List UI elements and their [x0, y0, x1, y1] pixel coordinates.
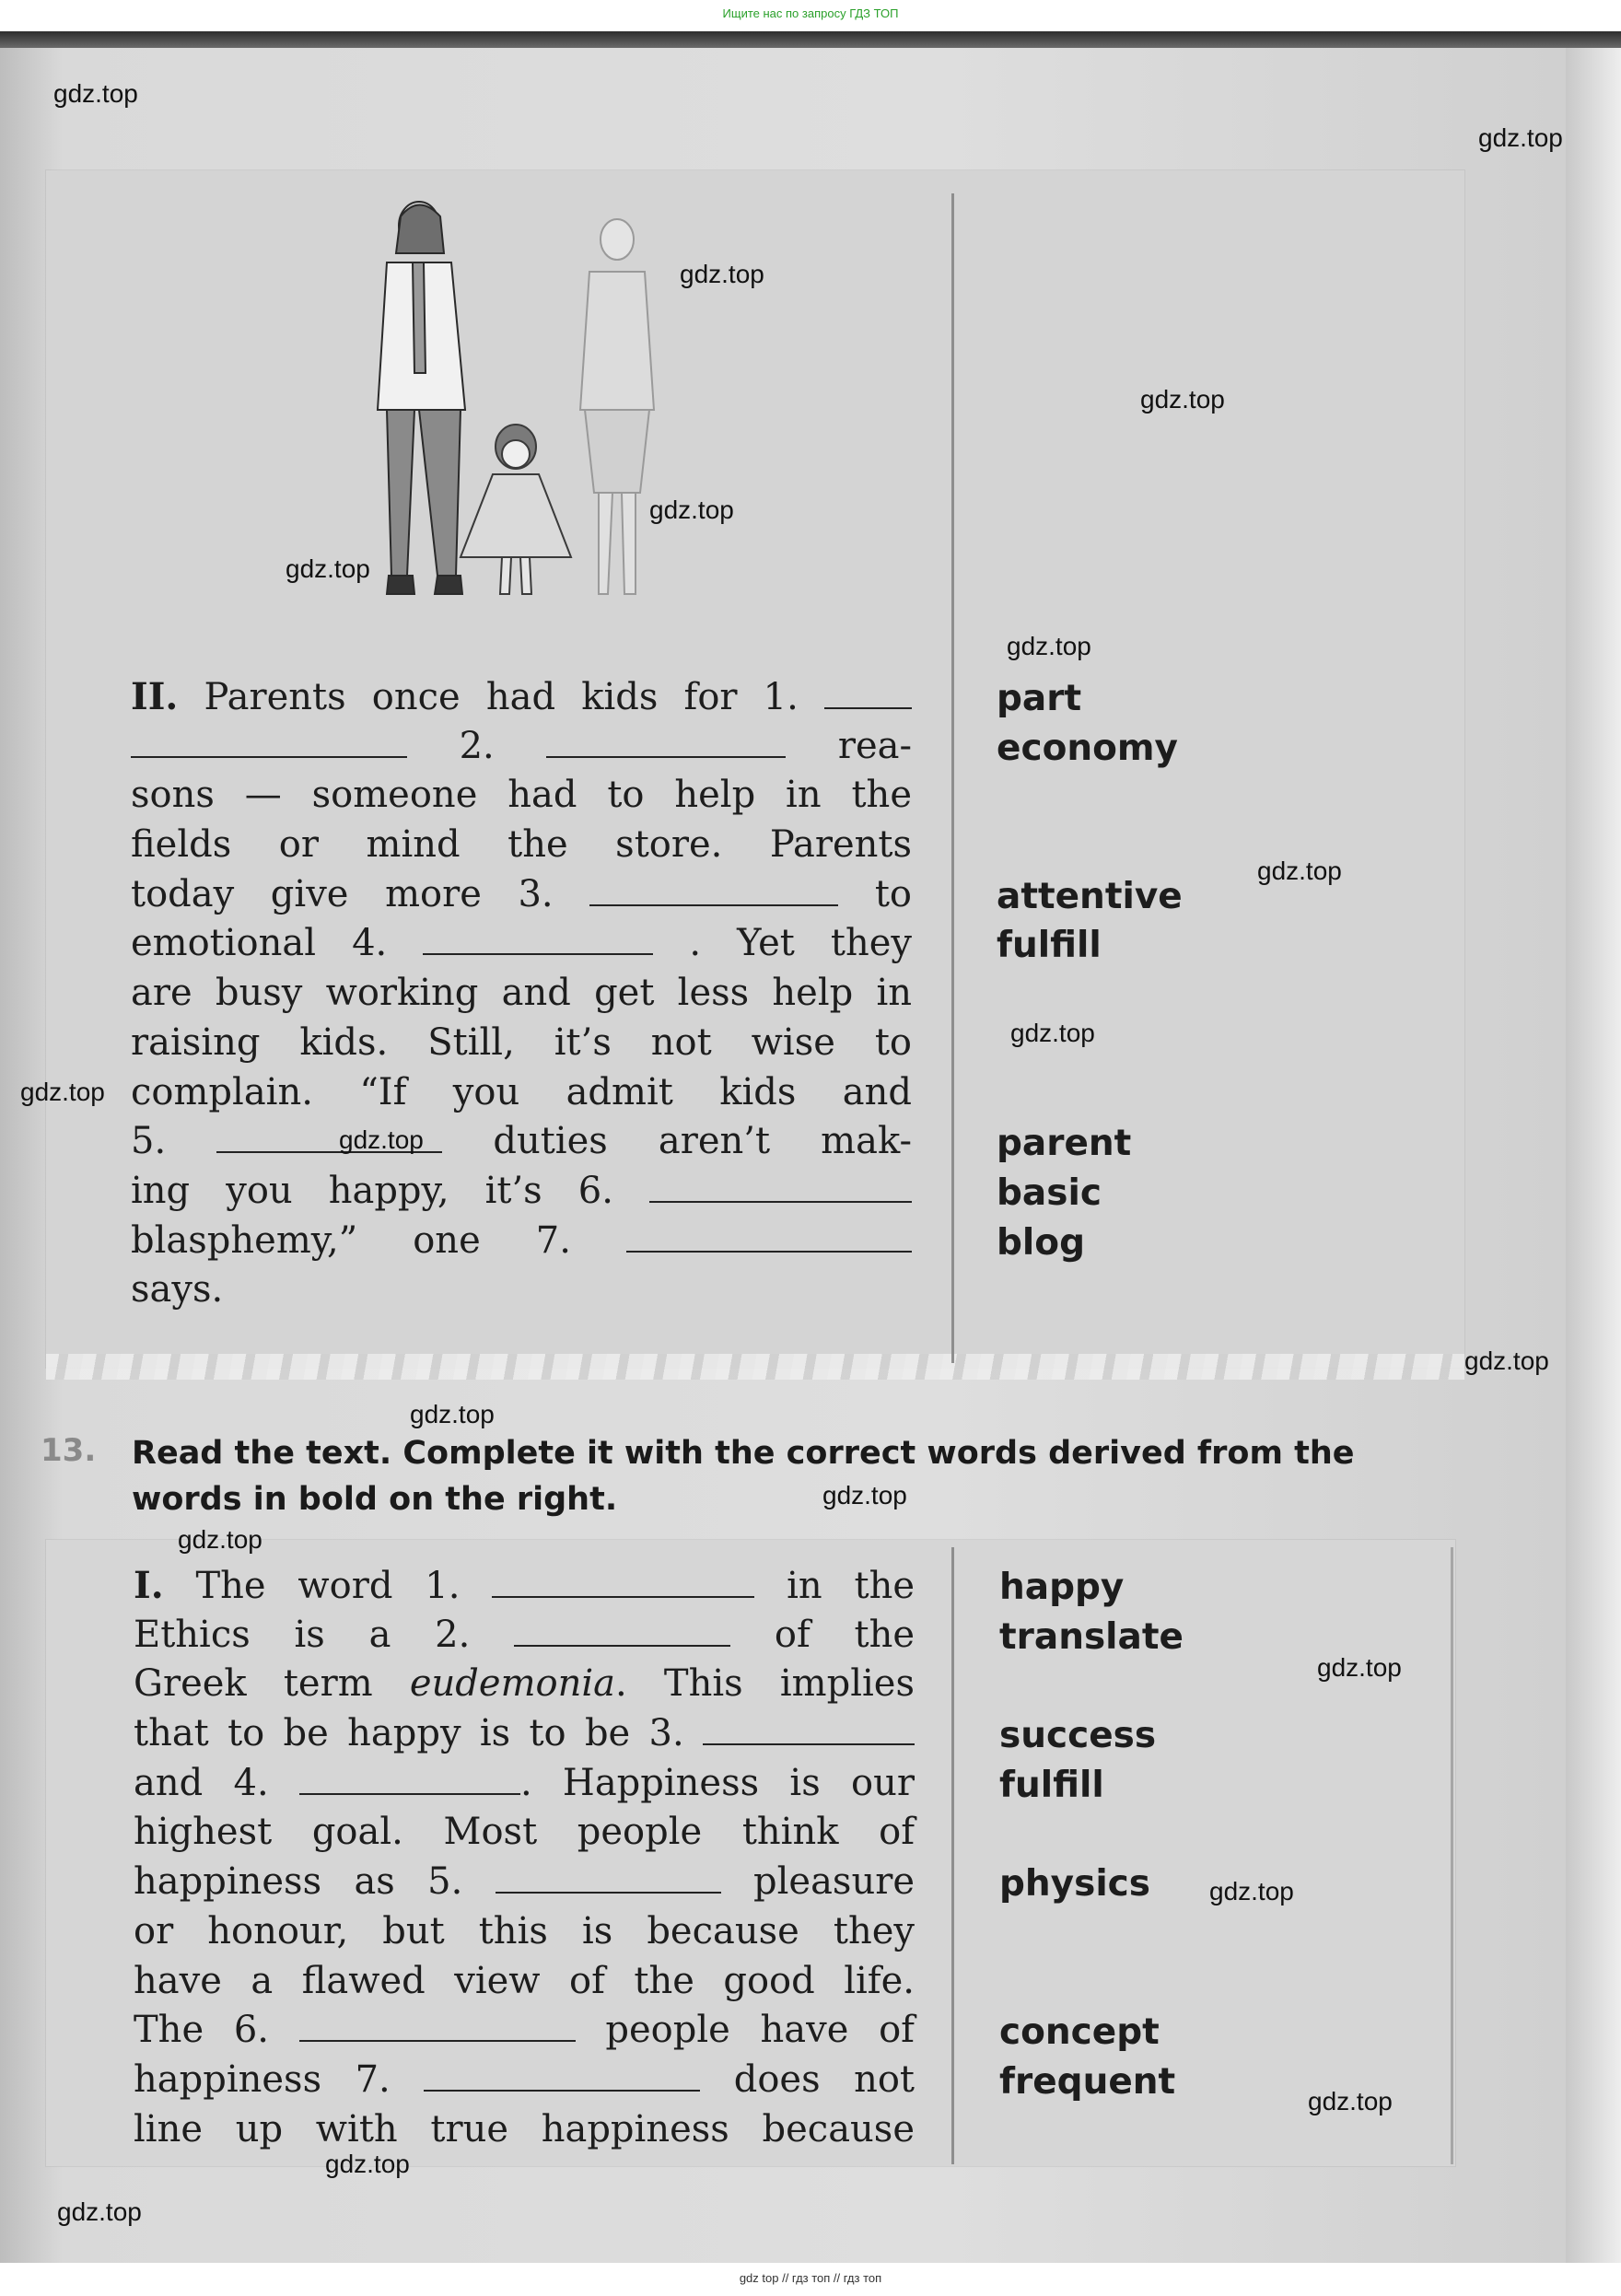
- column-divider-2: [951, 1547, 954, 2164]
- text-line: sons — someone had to help in the: [131, 774, 912, 817]
- text-line: pleasure: [753, 1860, 915, 1904]
- text-line: says.: [131, 1268, 224, 1311]
- text-line: raising kids. Still, it’s not wise to: [131, 1020, 912, 1064]
- text-line: Greek term: [134, 1662, 373, 1706]
- answer-blank-4[interactable]: [299, 1769, 520, 1795]
- child-figure: [461, 425, 571, 594]
- watermark: gdz.top: [57, 2197, 142, 2226]
- watermark: gdz.top: [822, 1481, 907, 1509]
- section-2-words: [997, 674, 1183, 1267]
- watermark: gdz.top: [1257, 857, 1342, 885]
- text-line: 5.: [131, 1120, 167, 1163]
- text-line: highest goal. Most people think of: [134, 1811, 915, 1854]
- word-economy: economy: [997, 727, 1178, 769]
- text-line: fields or mind the store. Parents: [131, 823, 912, 867]
- text-line: . Yet they: [689, 922, 912, 965]
- answer-blank-7[interactable]: [626, 1227, 912, 1253]
- watermark: gdz.top: [1317, 1653, 1402, 1682]
- text-line: today give more 3.: [131, 872, 554, 915]
- text-line: Ethics is a 2.: [134, 1613, 471, 1656]
- answer-blank-2[interactable]: [546, 732, 786, 758]
- text-line: in the: [787, 1565, 915, 1607]
- top-banner[interactable]: Ищите нас по запросу ГДЗ ТОП: [0, 0, 1621, 31]
- family-illustration: [322, 189, 709, 622]
- page-edge: [1566, 48, 1621, 2263]
- watermark: gdz.top: [680, 260, 764, 288]
- word-parent: parent: [997, 1123, 1132, 1165]
- text-line: rea-: [837, 724, 913, 767]
- text-line: ing you happy, it’s 6.: [131, 1169, 613, 1212]
- answer-blank-2[interactable]: [514, 1621, 730, 1647]
- column-divider: [951, 193, 954, 1363]
- text-line: and 4.: [134, 1761, 269, 1804]
- text-line: 2.: [459, 724, 495, 767]
- word-part: part: [997, 678, 1082, 719]
- word-attentive: attentive: [997, 875, 1183, 917]
- section-roman: I.: [134, 1564, 164, 1607]
- answer-blank-1[interactable]: [824, 683, 912, 709]
- word-fulfill: fulfill: [999, 1764, 1104, 1806]
- section-roman: II.: [131, 675, 179, 718]
- text-line: The 6.: [134, 2009, 269, 2052]
- text-line: to: [874, 872, 913, 915]
- watermark: gdz.top: [1308, 2087, 1393, 2115]
- section-1-text: [134, 1561, 915, 2154]
- watermark: gdz.top: [178, 1525, 262, 1554]
- text-line: complain. “If you admit kids and: [131, 1070, 912, 1113]
- text-line: of the: [774, 1613, 915, 1656]
- answer-blank-6[interactable]: [299, 2016, 576, 2042]
- text-line: . This implies: [614, 1662, 915, 1706]
- mother-figure: [580, 219, 654, 594]
- word-concept: concept: [999, 2011, 1160, 2054]
- book-spine-shadow: [0, 31, 1621, 48]
- answer-blank-1[interactable]: [492, 1572, 754, 1598]
- answer-blank-7[interactable]: [424, 2066, 700, 2092]
- word-fulfill: fulfill: [997, 925, 1102, 967]
- watermark: gdz.top: [1209, 1877, 1294, 1906]
- text-line: does not: [733, 2057, 915, 2101]
- watermark: gdz.top: [1010, 1019, 1095, 1047]
- text-line: have a flawed view of the good life.: [134, 1959, 915, 2002]
- word-blog: blog: [997, 1221, 1085, 1264]
- word-success: success: [999, 1715, 1157, 1757]
- text-line: . Happiness is our: [519, 1761, 915, 1804]
- watermark: gdz.top: [1007, 632, 1091, 660]
- watermark: gdz.top: [339, 1125, 424, 1154]
- watermark: gdz.top: [53, 79, 138, 108]
- section-2-text: [131, 672, 912, 1315]
- section-1-words: [999, 1563, 1184, 2107]
- text-line: are busy working and get less help in: [131, 972, 912, 1015]
- exercise-number: 13.: [41, 1432, 97, 1469]
- exercise-instruction: Read the text. Complete it with the correct words derived from the words in bold on the right.: [132, 1435, 1355, 1518]
- watermark: gdz.top: [286, 554, 370, 583]
- father-figure: [378, 202, 465, 594]
- watermark: gdz.top: [1464, 1346, 1549, 1375]
- watermark: gdz.top: [1140, 385, 1225, 414]
- text-line: The word 1.: [195, 1565, 461, 1607]
- text-line: happiness 7.: [134, 2057, 391, 2101]
- answer-blank-5[interactable]: [496, 1868, 721, 1894]
- panel-right-border: [1451, 1547, 1453, 2164]
- watermark: gdz.top: [20, 1078, 105, 1106]
- greek-term: eudemonia: [409, 1662, 615, 1706]
- text-line: Parents once had kids for 1.: [204, 676, 799, 718]
- watermark: gdz.top: [325, 2150, 410, 2178]
- answer-blank-3[interactable]: [703, 1719, 915, 1745]
- answer-blank-1-cont[interactable]: [131, 732, 407, 758]
- word-basic: basic: [997, 1171, 1102, 1214]
- watermark: gdz.top: [1478, 123, 1563, 152]
- text-line: or honour, but this is because they: [134, 1909, 915, 1952]
- text-line: happiness as 5.: [134, 1860, 463, 1904]
- text-line: that to be happy is to be 3.: [134, 1712, 684, 1755]
- text-line: duties aren’t mak-: [493, 1120, 912, 1163]
- text-line: people have of: [605, 2009, 915, 2052]
- word-happy: happy: [999, 1567, 1125, 1608]
- text-line: emotional 4.: [131, 922, 388, 965]
- torn-paper-edge: [46, 1354, 1464, 1380]
- text-line: blasphemy,” one 7.: [131, 1218, 571, 1262]
- word-frequent: frequent: [999, 2060, 1176, 2103]
- word-physics: physics: [999, 1863, 1151, 1906]
- answer-blank-3[interactable]: [589, 880, 838, 906]
- bottom-banner[interactable]: gdz top // гдз топ // гдз топ: [0, 2263, 1621, 2296]
- word-translate: translate: [999, 1615, 1184, 1658]
- watermark: gdz.top: [649, 495, 734, 524]
- answer-blank-6[interactable]: [649, 1177, 912, 1203]
- watermark: gdz.top: [410, 1400, 495, 1428]
- answer-blank-4[interactable]: [423, 929, 653, 955]
- text-line: line up with true happiness because: [134, 2107, 915, 2150]
